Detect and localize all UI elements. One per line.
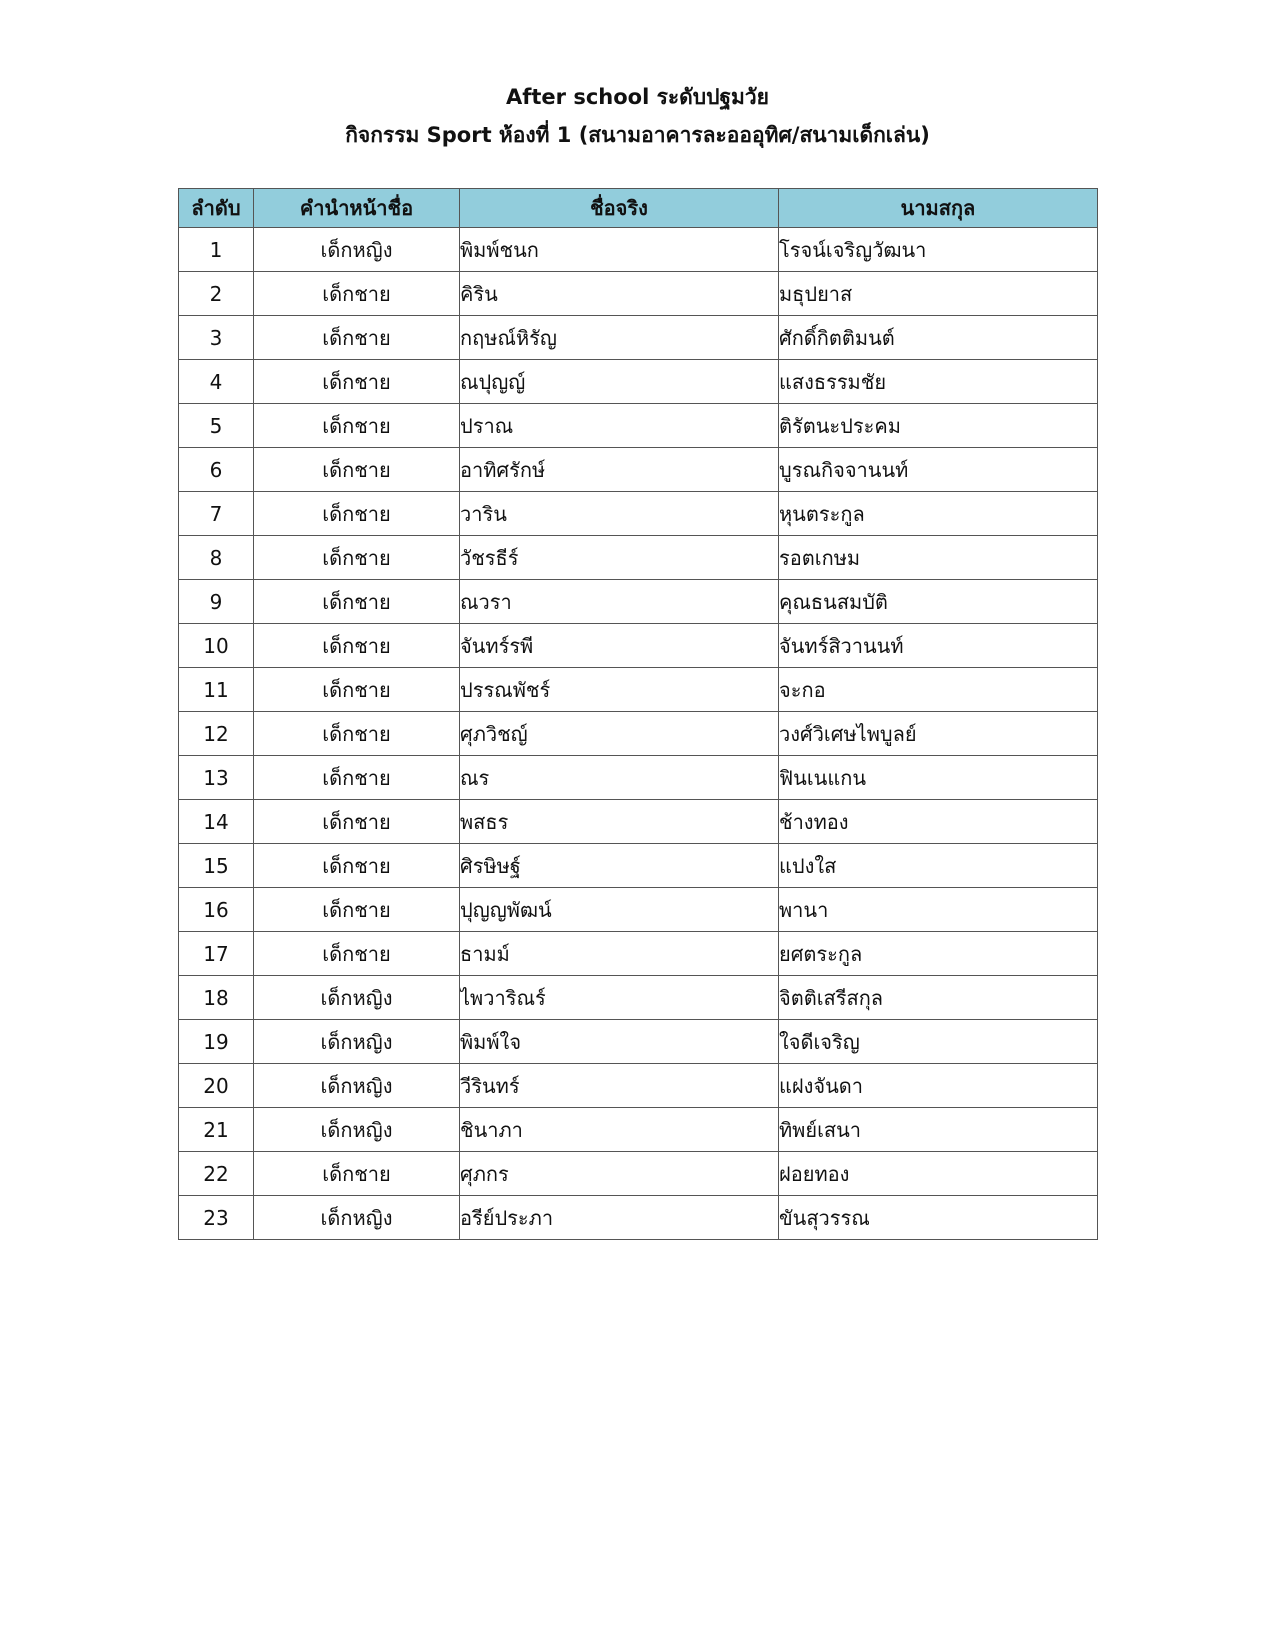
cell-no: 6 — [179, 448, 254, 492]
table-row — [179, 1108, 1098, 1152]
cell-prefix: เด็กชาย — [254, 492, 460, 536]
cell-no: 7 — [179, 492, 254, 536]
cell-last-name: แสงธรรมชัย — [779, 360, 1098, 404]
cell-prefix: เด็กหญิง — [254, 1064, 460, 1108]
cell-prefix: เด็กชาย — [254, 316, 460, 360]
cell-last-name: คุณธนสมบัติ — [779, 580, 1098, 624]
cell-no: 8 — [179, 536, 254, 580]
cell-first-name: จันทร์รพี — [460, 624, 779, 668]
table-row — [179, 712, 1098, 756]
table-row — [179, 624, 1098, 668]
cell-last-name: จันทร์สิวานนท์ — [779, 624, 1098, 668]
cell-no: 23 — [179, 1196, 254, 1240]
cell-no: 21 — [179, 1108, 254, 1152]
cell-last-name: แฝงจันดา — [779, 1064, 1098, 1108]
cell-prefix: เด็กหญิง — [254, 1196, 460, 1240]
cell-prefix: เด็กชาย — [254, 932, 460, 976]
cell-last-name: โรจน์เจริญวัฒนา — [779, 228, 1098, 272]
cell-first-name: วัชรธีร์ — [460, 536, 779, 580]
cell-no: 10 — [179, 624, 254, 668]
cell-first-name: วาริน — [460, 492, 779, 536]
cell-first-name: พิมพ์ชนก — [460, 228, 779, 272]
cell-first-name: ณวรา — [460, 580, 779, 624]
cell-prefix: เด็กชาย — [254, 800, 460, 844]
table-row — [179, 668, 1098, 712]
cell-no: 17 — [179, 932, 254, 976]
cell-no: 22 — [179, 1152, 254, 1196]
title-line-2: กิจกรรม Sport ห้องที่ 1 (สนามอาคารละอออุทิศ/สนามเด็กเล่น) — [345, 123, 930, 147]
cell-first-name: ณร — [460, 756, 779, 800]
table-row — [179, 976, 1098, 1020]
cell-prefix: เด็กชาย — [254, 272, 460, 316]
header-last-name: นามสกุล — [779, 189, 1098, 228]
cell-first-name: ปุญญพัฒน์ — [460, 888, 779, 932]
table-row — [179, 888, 1098, 932]
cell-prefix: เด็กชาย — [254, 580, 460, 624]
cell-first-name: กฤษณ์หิรัญ — [460, 316, 779, 360]
cell-first-name: ไพวาริณร์ — [460, 976, 779, 1020]
cell-last-name: ทิพย์เสนา — [779, 1108, 1098, 1152]
table-row — [179, 800, 1098, 844]
cell-no: 9 — [179, 580, 254, 624]
cell-first-name: ศุภวิชญ์ — [460, 712, 779, 756]
cell-last-name: ขันสุวรรณ — [779, 1196, 1098, 1240]
cell-first-name: อรีย์ประภา — [460, 1196, 779, 1240]
table-header — [179, 189, 1098, 228]
cell-no: 20 — [179, 1064, 254, 1108]
cell-last-name: จิตติเสรีสกุล — [779, 976, 1098, 1020]
table-body — [179, 228, 1098, 1240]
cell-last-name: วงศ์วิเศษไพบูลย์ — [779, 712, 1098, 756]
table-row — [179, 1196, 1098, 1240]
table-row — [179, 1020, 1098, 1064]
cell-no: 12 — [179, 712, 254, 756]
cell-no: 3 — [179, 316, 254, 360]
cell-no: 16 — [179, 888, 254, 932]
cell-no: 15 — [179, 844, 254, 888]
table-row — [179, 844, 1098, 888]
cell-last-name: พานา — [779, 888, 1098, 932]
cell-last-name: ฝอยทอง — [779, 1152, 1098, 1196]
table-row — [179, 932, 1098, 976]
table-row — [179, 1064, 1098, 1108]
table-row — [179, 580, 1098, 624]
cell-first-name: ศุภกร — [460, 1152, 779, 1196]
table-row — [179, 228, 1098, 272]
header-prefix: คำนำหน้าชื่อ — [254, 189, 460, 228]
cell-prefix: เด็กชาย — [254, 844, 460, 888]
cell-prefix: เด็กชาย — [254, 404, 460, 448]
cell-first-name: ธามม์ — [460, 932, 779, 976]
cell-no: 2 — [179, 272, 254, 316]
cell-first-name: ณปุญญ์ — [460, 360, 779, 404]
cell-last-name: ใจดีเจริญ — [779, 1020, 1098, 1064]
cell-last-name: หุนตระกูล — [779, 492, 1098, 536]
cell-no: 14 — [179, 800, 254, 844]
header-first-name: ชื่อจริง — [460, 189, 779, 228]
table-row — [179, 756, 1098, 800]
cell-no: 5 — [179, 404, 254, 448]
table-row — [179, 316, 1098, 360]
cell-first-name: คิริน — [460, 272, 779, 316]
cell-no: 11 — [179, 668, 254, 712]
cell-first-name: ปรรณพัชร์ — [460, 668, 779, 712]
table-row — [179, 360, 1098, 404]
cell-last-name: ติรัตนะประคม — [779, 404, 1098, 448]
header-row — [179, 189, 1098, 228]
cell-last-name: จะกอ — [779, 668, 1098, 712]
table-row — [179, 448, 1098, 492]
cell-last-name: ศักดิ์กิตติมนต์ — [779, 316, 1098, 360]
table-row — [179, 404, 1098, 448]
cell-prefix: เด็กชาย — [254, 712, 460, 756]
cell-last-name: ยศตระกูล — [779, 932, 1098, 976]
cell-prefix: เด็กหญิง — [254, 1108, 460, 1152]
header-no: ลำดับ — [179, 189, 254, 228]
document-title — [0, 78, 1275, 154]
cell-first-name: อาทิศรักษ์ — [460, 448, 779, 492]
table-row — [179, 272, 1098, 316]
cell-no: 18 — [179, 976, 254, 1020]
title-line-1: After school ระดับปฐมวัย — [506, 85, 769, 109]
cell-prefix: เด็กหญิง — [254, 228, 460, 272]
cell-prefix: เด็กชาย — [254, 360, 460, 404]
cell-last-name: ฟินเนแกน — [779, 756, 1098, 800]
cell-first-name: ศิรษิษฐ์ — [460, 844, 779, 888]
cell-prefix: เด็กชาย — [254, 624, 460, 668]
cell-first-name: ปราณ — [460, 404, 779, 448]
cell-prefix: เด็กชาย — [254, 756, 460, 800]
cell-first-name: วีรินทร์ — [460, 1064, 779, 1108]
cell-prefix: เด็กชาย — [254, 536, 460, 580]
table-row — [179, 536, 1098, 580]
cell-no: 19 — [179, 1020, 254, 1064]
roster-table — [178, 188, 1098, 1240]
cell-prefix: เด็กหญิง — [254, 1020, 460, 1064]
cell-no: 4 — [179, 360, 254, 404]
cell-first-name: ชินาภา — [460, 1108, 779, 1152]
cell-last-name: บูรณกิจจานนท์ — [779, 448, 1098, 492]
cell-prefix: เด็กชาย — [254, 1152, 460, 1196]
cell-last-name: แปงใส — [779, 844, 1098, 888]
cell-prefix: เด็กชาย — [254, 448, 460, 492]
cell-first-name: พสธร — [460, 800, 779, 844]
table-row — [179, 492, 1098, 536]
cell-no: 13 — [179, 756, 254, 800]
cell-prefix: เด็กหญิง — [254, 976, 460, 1020]
cell-last-name: มธุปยาส — [779, 272, 1098, 316]
cell-no: 1 — [179, 228, 254, 272]
cell-prefix: เด็กชาย — [254, 888, 460, 932]
table-row — [179, 1152, 1098, 1196]
cell-prefix: เด็กชาย — [254, 668, 460, 712]
cell-last-name: ช้างทอง — [779, 800, 1098, 844]
cell-last-name: รอตเกษม — [779, 536, 1098, 580]
cell-first-name: พิมพ์ใจ — [460, 1020, 779, 1064]
